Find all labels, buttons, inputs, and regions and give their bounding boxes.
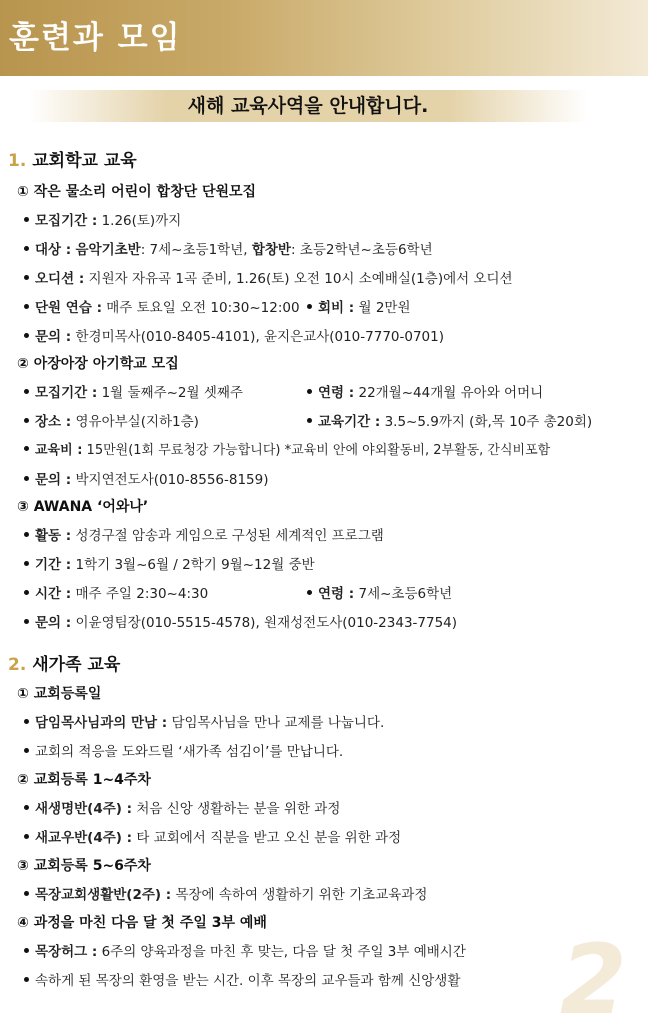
bullet-icon — [24, 476, 29, 481]
sub-heading-awana: ③ AWANA ‘어와나’ — [17, 499, 149, 515]
section-heading-church-school — [8, 150, 137, 172]
intro-banner — [28, 90, 588, 122]
list-item: 새생명반(4주) : 처음 신앙 생활하는 분을 위한 과정 — [24, 799, 634, 819]
page-title: 훈련과 모임 — [9, 20, 182, 56]
list-item: 목장교회생활반(2주) : 목장에 속하여 생활하기 위한 기초교육과정 — [24, 885, 634, 905]
list-item: 기간 : 1학기 3월~6월 / 2학기 9월~12월 중반 — [24, 555, 634, 575]
section-number: 1. — [8, 151, 27, 171]
list-item: 새교우반(4주) : 타 교회에서 직분을 받고 오신 분을 위한 과정 — [24, 828, 634, 848]
list-item: 담임목사님과의 만남 : 담임목사님을 만나 교제를 나눕니다. — [24, 713, 634, 733]
list-item: 문의 : 이윤영팀장(010-5515-4578), 원재성전도사(010-2343-7754) — [24, 613, 634, 633]
list-item: 교육비 : 15만원(1회 무료청강 가능합니다) *교육비 안에 야외활동비, 2부활동, 간식비포함 — [24, 441, 634, 461]
sub-heading-baby-school: ② 아장아장 아기학교 모집 — [17, 356, 179, 372]
bullet-icon — [307, 389, 312, 394]
list-item: 문의 : 박지연전도사(010-8556-8159) — [24, 470, 634, 490]
bullet-icon — [24, 446, 29, 451]
bullet-icon — [24, 304, 29, 309]
list-item: 오디션 : 지원자 자유곡 1곡 준비, 1.26(토) 오전 10시 소예배실(1층)에서 오디션 — [24, 269, 634, 289]
sub-heading-choir: ① 작은 물소리 어린이 합창단 단원모집 — [17, 184, 257, 200]
page-number: 2 — [560, 924, 627, 1036]
bullet-icon — [24, 389, 29, 394]
bullet-icon — [24, 805, 29, 810]
bullet-icon — [24, 333, 29, 338]
section-number: 2. — [8, 655, 27, 675]
banner-text: 새해 교육사역을 안내합니다. — [187, 95, 429, 117]
section-title: 교회학교 교육 — [32, 151, 137, 171]
section-title: 새가족 교육 — [32, 655, 121, 675]
bullet-icon — [24, 834, 29, 839]
bullet-icon — [307, 590, 312, 595]
bullet-icon — [24, 532, 29, 537]
list-item: 문의 : 한경미목사(010-8405-4101), 윤지은교사(010-7770-0701) — [24, 327, 634, 347]
sub-heading-after-course: ④ 과정을 마친 다음 달 첫 주일 3부 예배 — [17, 915, 267, 931]
bullet-icon — [24, 719, 29, 724]
bullet-icon — [24, 217, 29, 222]
list-item: 속하게 된 목장의 환영을 받는 시간. 이후 목장의 교우들과 함께 신앙생활 — [24, 971, 634, 991]
bullet-icon — [307, 304, 312, 309]
list-item: 대상 : 음악기초반: 7세~초등1학년, 합창반: 초등2학년~초등6학년 — [24, 240, 634, 260]
header-bar — [0, 0, 648, 76]
section-heading-new-family — [8, 654, 120, 676]
bullet-icon — [24, 619, 29, 624]
bullet-icon — [24, 418, 29, 423]
sub-heading-week-1-4: ② 교회등록 1~4주차 — [17, 772, 151, 788]
bullet-icon — [307, 418, 312, 423]
bullet-icon — [24, 590, 29, 595]
bullet-icon — [24, 891, 29, 896]
bullet-icon — [24, 977, 29, 982]
sub-heading-week-5-6: ③ 교회등록 5~6주차 — [17, 858, 151, 874]
bullet-icon — [24, 748, 29, 753]
sub-heading-registration-day: ① 교회등록일 — [17, 686, 102, 702]
bullet-icon — [24, 561, 29, 566]
bullet-icon — [24, 948, 29, 953]
bullet-icon — [24, 275, 29, 280]
list-item: 목장허그 : 6주의 양육과정을 마친 후 맞는, 다음 달 첫 주일 3부 예배시간 — [24, 942, 634, 962]
list-item: 활동 : 성경구절 암송과 게임으로 구성된 세계적인 프로그램 — [24, 526, 634, 546]
list-item: 교회의 적응을 도와드릴 ‘새가족 섬김이’를 만납니다. — [24, 742, 634, 762]
list-item: 모집기간 : 1.26(토)까지 — [24, 211, 634, 231]
bullet-icon — [24, 246, 29, 251]
